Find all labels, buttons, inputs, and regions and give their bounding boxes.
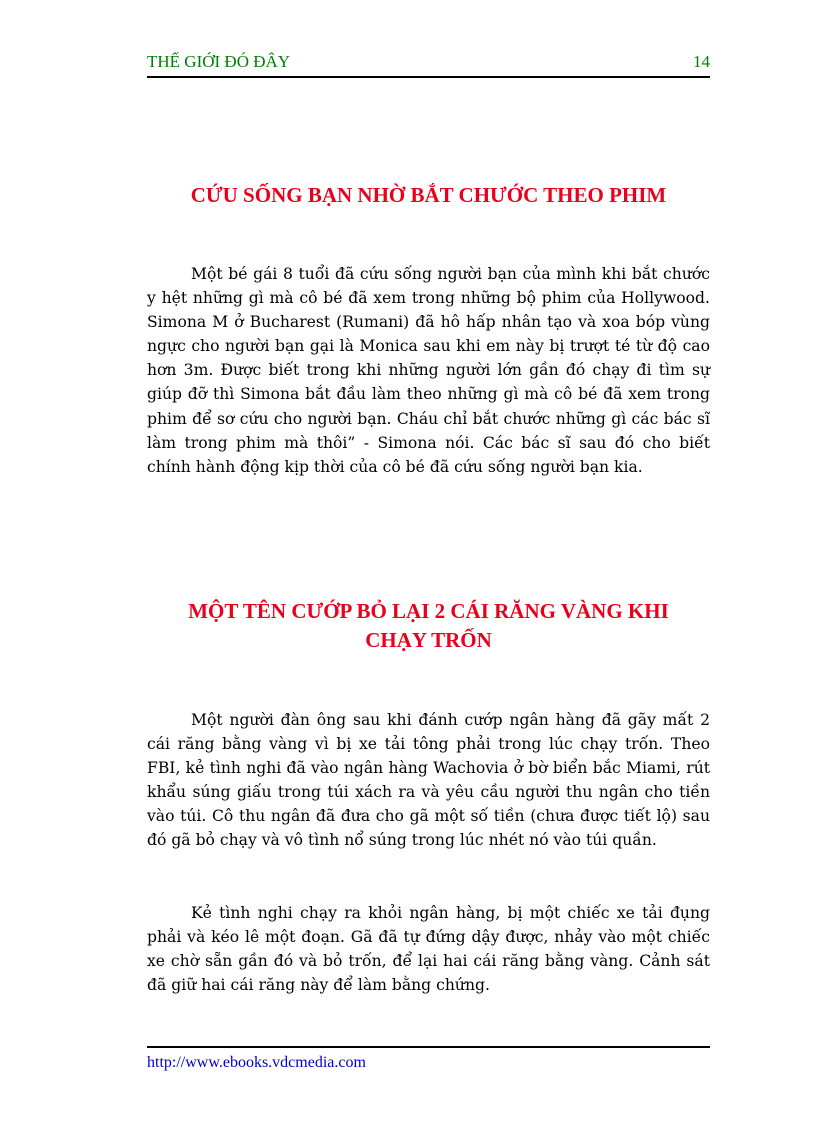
article-2-title-line-2: CHẠY TRỐN	[365, 628, 492, 652]
header-title: THẾ GIỚI ĐÓ ĐÂY	[147, 52, 291, 71]
article-2-paragraph-1: Một người đàn ông sau khi đánh cướp ngân hàng đã gãy mất 2 cái răng bằng vàng vì bị xe tải tông phải trong lúc chạy trốn. Theo FBI, kẻ tình nghi đã vào ngân hàng Wachovia ở bờ biển bắc Miami, rút khẩu súng giấu trong túi xách ra và yêu cầu người thu ngân cho tiền vào túi. Cô thu ngân đã đưa cho gã một số tiền (chưa được tiết lộ) sau đó gã bỏ chạy và vô tình nổ súng trong lúc nhét nó vào túi quần.	[147, 711, 710, 850]
page-footer	[147, 1046, 710, 1072]
article-2-paragraph-2: Kẻ tình nghi chạy ra khỏi ngân hàng, bị một chiếc xe tải đụng phải và kéo lê một đoạn. Gã đã tự đứng dậy được, nhảy vào một chiếc xe chờ sẵn gần đó và bỏ trốn, để lại hai cái răng bằng vàng. Cảnh sát đã giữ hai cái răng này để làm bằng chứng.	[147, 904, 710, 995]
footer-url-link[interactable]: http://www.ebooks.vdcmedia.com	[147, 1054, 366, 1071]
page-number: 14	[693, 52, 710, 71]
page-header	[147, 52, 710, 78]
document-page	[147, 0, 710, 1123]
article-1-paragraph: Một bé gái 8 tuổi đã cứu sống người bạn của mình khi bắt chước y hệt những gì mà cô bé đã xem trong những bộ phim của Hollywood. Simona M ở Bucharest (Rumani) đã hô hấp nhân tạo và xoa bóp vùng ngực cho người bạn gại là Monica sau khi em này bị trượt té từ độ cao hơn 3m. Được biết trong khi những người lớn gần đó chạy đi tìm sự giúp đỡ thì Simona bắt đầu làm theo những gì mà cô bé đã xem trong phim để sơ cứu cho người bạn. Cháu chỉ bắt chước những gì các bác sĩ làm trong phim mà thôi” - Simona nói. Các bác sĩ sau đó cho biết chính hành động kịp thời của cô bé đã cứu sống người bạn kia.	[147, 265, 710, 476]
article-2-title-line-1: MỘT TÊN CƯỚP BỎ LẠI 2 CÁI RĂNG VÀNG KHI	[188, 599, 669, 623]
article-1-title: CỨU SỐNG BẠN NHỜ BẮT CHƯỚC THEO PHIM	[190, 183, 667, 207]
article-2-title	[147, 597, 710, 655]
